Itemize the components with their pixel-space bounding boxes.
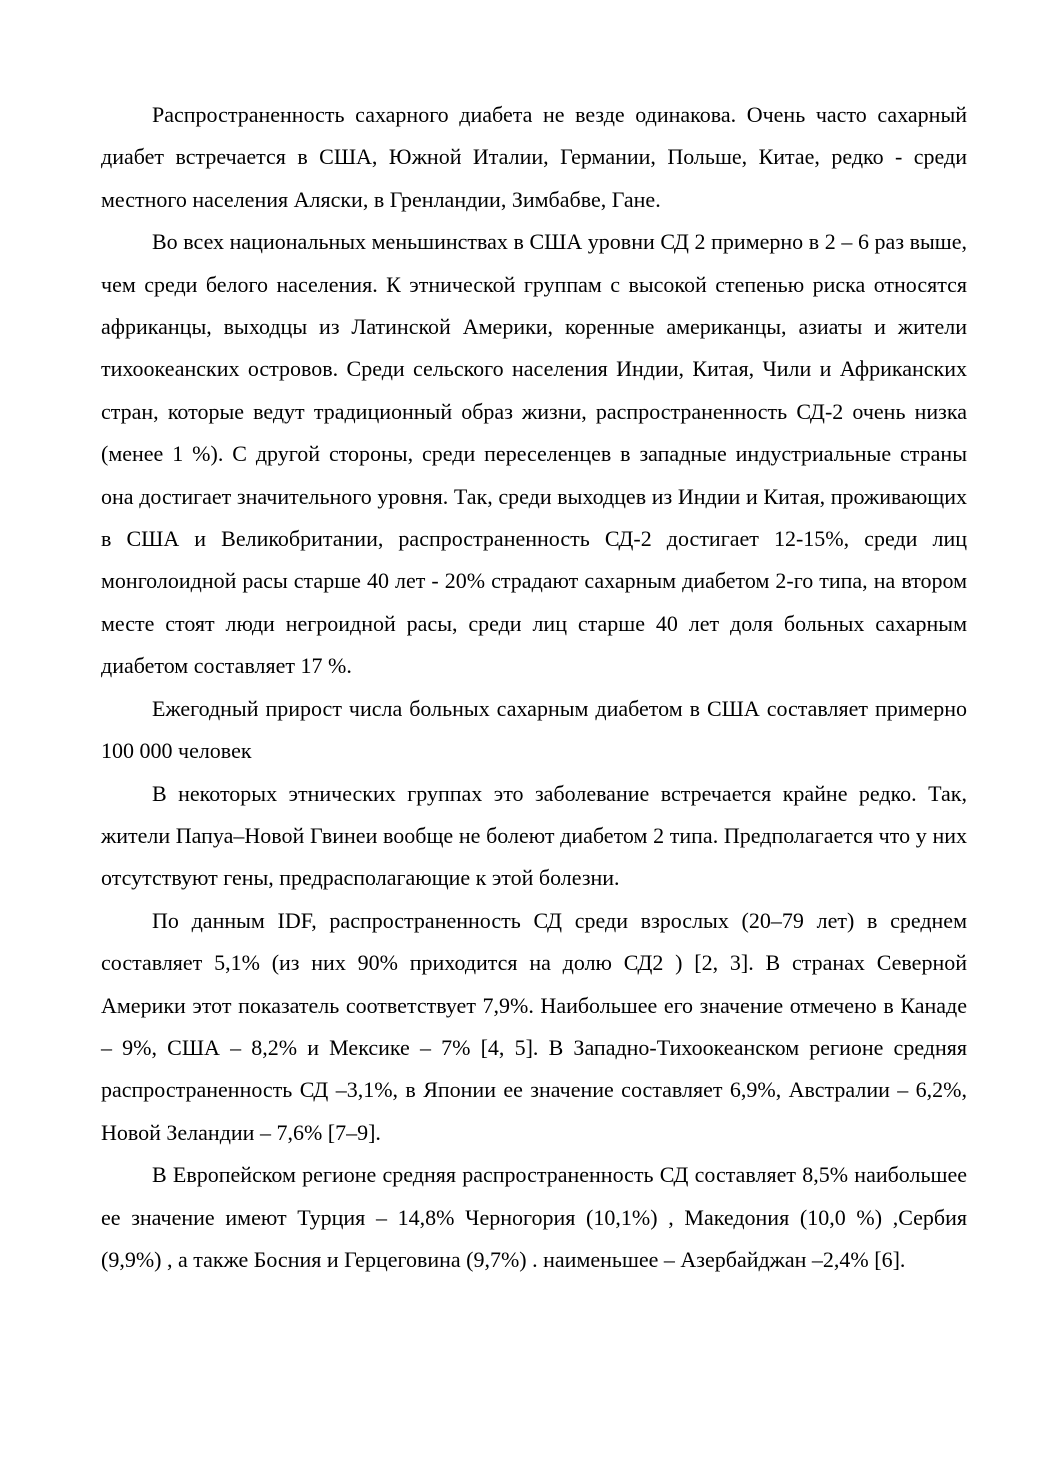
paragraph-european-region: В Европейском регионе средняя распространенность СД составляет 8,5% наибольшее ее значение имеют Турция – 14,8% Черногория (10,1%) , Македония (10,0 %) ,Сербия (9,9%) , а также Босния и Герцеговина (9,7%) . наименьшее – Азербайджан –2,4% [6].	[101, 1162, 967, 1272]
paragraph-ethnic-minorities-usa: Во всех национальных меньшинствах в США уровни СД 2 примерно в 2 – 6 раз выше, чем среди белого населения. К этнической группам с высокой степенью риска относятся африканцы, выходцы из Латинской Америки, коренные американцы, азиаты и жители тихоокеанских островов. Среди сельского населения Индии, Китая, Чили и Африканских стран, которые ведут традиционный образ жизни, распространенность СД-2 очень низка (менее 1 %). С другой стороны, среди переселенцев в западные индустриальные страны она достигает значительного уровня. Так, среди выходцев из Индии и Китая, проживающих в США и Великобритании, распространенность СД-2 достигает 12-15%, среди лиц монголоидной расы старше 40 лет - 20% страдают сахарным диабетом 2-го типа, на втором месте стоят люди негроидной расы, среди лиц старше 40 лет доля больных сахарным диабетом составляет 17 %.	[101, 229, 967, 679]
paragraph-annual-growth-usa: Ежегодный прирост числа больных сахарным диабетом в США составляет примерно 100 000 человек	[101, 695, 967, 764]
paragraph-idf-data: По данным IDF, распространенность СД среди взрослых (20–79 лет) в среднем составляет 5,1% (из них 90% приходится на долю СД2 ) [2, 3]. В странах Северной Америки этот показатель соответствует 7,9%. Наибольшее его значение отмечено в Канаде – 9%, США – 8,2% и Мексике – 7% [4, 5]. В Западно-Тихоокеанском регионе средняя распространенность СД –3,1%, в Японии ее значение составляет 6,9%, Австралии – 6,2%, Новой Зеландии – 7,6% [7–9].	[101, 907, 967, 1145]
paragraph-papua-new-guinea: В некоторых этнических группах это заболевание встречается крайне редко. Так, жители Папуа–Новой Гвинеи вообще не болеют диабетом 2 типа. Предполагается что у них отсутствуют гены, предрасполагающие к этой болезни.	[101, 780, 967, 891]
document-page	[101, 94, 967, 1281]
paragraph-prevalence-geography: Распространенность сахарного диабета не везде одинакова. Очень часто сахарный диабет встречается в США, Южной Италии, Германии, Польше, Китае, редко - среди местного населения Аляски, в Гренландии, Зимбабве, Гане.	[101, 102, 967, 212]
